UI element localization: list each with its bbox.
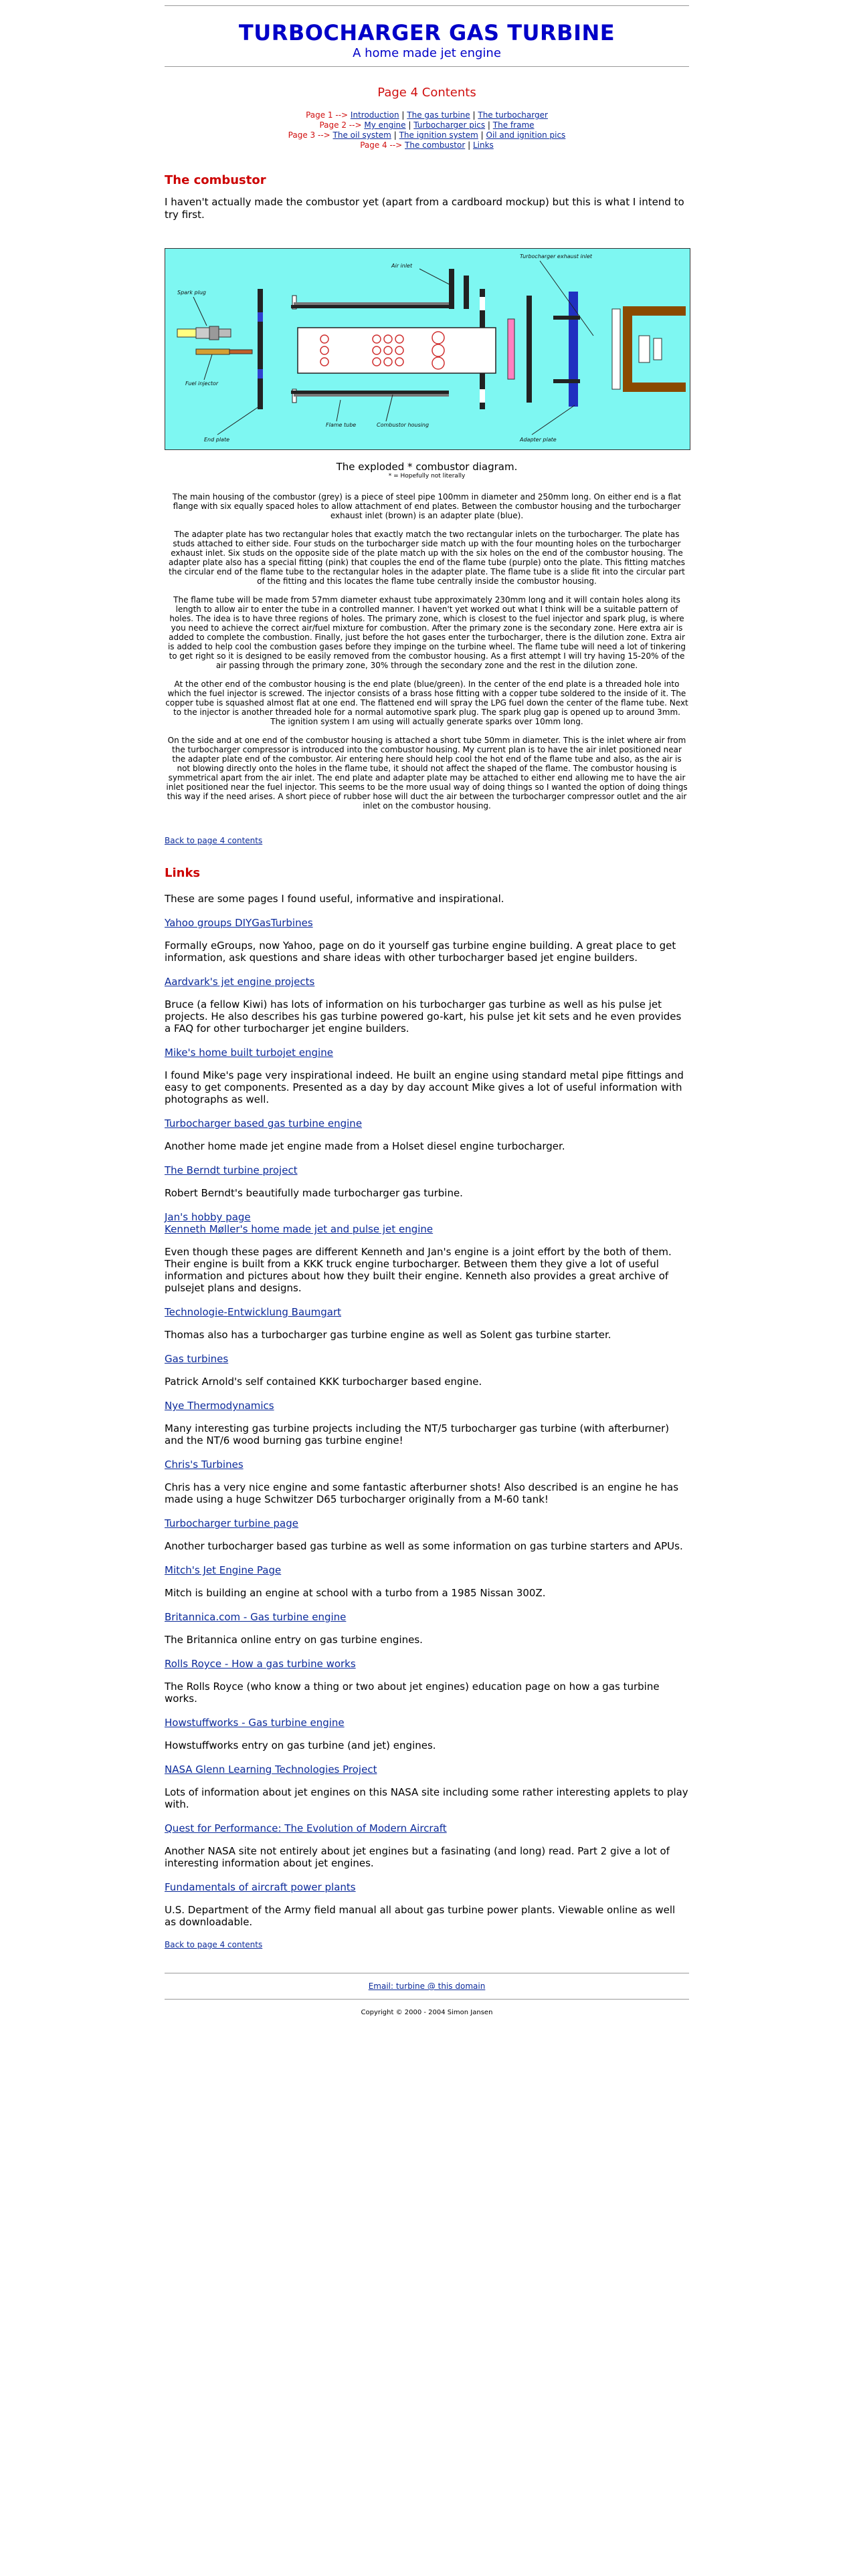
diagram-label-end-plate: End plate (204, 437, 230, 443)
end-plate-icon (258, 289, 263, 409)
link-description: Mitch is building an engine at school with a turbo from a 1985 Nissan 300Z. (165, 1587, 546, 1599)
link-description: Many interesting gas turbine projects including the NT/5 turbocharger gas turbine (with afterburner) and the NT/6 wood burning gas turbine engine! (165, 1422, 670, 1446)
link-description: Thomas also has a turbocharger gas turbine engine as well as Solent gas turbine starter. (165, 1329, 611, 1341)
diagram-caption: The exploded * combustor diagram. (336, 461, 518, 473)
site-subtitle: A home made jet engine (353, 46, 501, 60)
external-link[interactable]: Gas turbines (165, 1353, 229, 1365)
contents-row-page3 (165, 130, 689, 140)
link-description: I found Mike's page very inspirational indeed. He built an engine using standard metal pipe fittings and easy to get components. Presented as a day by day account Mike gives a lot of useful information with photographs as well. (165, 1069, 684, 1105)
external-link[interactable]: Howstuffworks - Gas turbine engine (165, 1717, 345, 1729)
flame-tube-icon (298, 328, 496, 373)
contents-list (165, 110, 689, 150)
links-intro: These are some pages I found useful, informative and inspirational. (165, 893, 504, 905)
external-link[interactable]: NASA Glenn Learning Technologies Project (165, 1763, 377, 1776)
combustor-intro: I haven't actually made the combustor yet (apart from a cardboard mockup) but this is what I intend to try first. (165, 196, 684, 221)
separator: | (408, 120, 411, 130)
link-description: Lots of information about jet engines on this NASA site including some rather interesting applets to play with. (165, 1786, 688, 1810)
external-link[interactable]: Rolls Royce - How a gas turbine works (165, 1658, 356, 1670)
link-the-combustor[interactable]: The combustor (405, 140, 466, 150)
contents-page-label: Page 3 --> (288, 130, 330, 140)
link-description: Formally eGroups, now Yahoo, page on do it yourself gas turbine engine building. A great place to get information, ask questions and share ideas with other turbocharger based jet engine builders. (165, 940, 676, 964)
contents-page-label: Page 4 --> (360, 140, 403, 150)
combustor-paragraph: The main housing of the combustor (grey) is a piece of steel pipe 100mm in diameter and 250mm long. On either end is a flat flange with six equally spaced holes to allow attachment of end plates. Between the combustor housing and the turbocharger exhaust inlet (brown) is an adapter plate (blue). (172, 492, 682, 520)
external-link[interactable]: Fundamentals of aircraft power plants (165, 1881, 356, 1893)
separator: | (487, 120, 490, 130)
external-link[interactable]: Kenneth Møller's home made jet and pulse jet engine (165, 1223, 434, 1235)
copyright: Copyright © 2000 - 2004 Simon Jansen (361, 2009, 493, 2016)
link-description: Even though these pages are different Kenneth and Jan's engine is a joint effort by the both of them. Their engine is built from a KKK truck engine turbocharger. Between them they give a lot of useful information and pictures about how they built their engine. Kenneth also provides a great archive of pulsejet plans and designs. (165, 1246, 672, 1294)
footer-email-link[interactable] (165, 1981, 689, 1991)
link-links[interactable]: Links (472, 140, 494, 150)
links-heading: Links (165, 866, 201, 880)
external-link[interactable]: The Berndt turbine project (165, 1164, 298, 1176)
back-to-contents-link[interactable]: Back to page 4 contents (165, 1940, 263, 1949)
link-description: U.S. Department of the Army field manual all about gas turbine power plants. Viewable online as well as downloadable. (165, 1904, 676, 1928)
combustor-heading: The combustor (165, 173, 266, 187)
link-description: Chris has a very nice engine and some fantastic afterburner shots! Also described is an engine he has made using a huge Schwitzer D65 turbocharger originally from a M-60 tank! (165, 1481, 679, 1505)
external-link[interactable]: Aardvark's jet engine projects (165, 976, 315, 988)
site-title: TURBOCHARGER GAS TURBINE (238, 20, 615, 45)
link-description: Howstuffworks entry on gas turbine (and jet) engines. (165, 1739, 436, 1751)
external-link[interactable]: Nye Thermodynamics (165, 1400, 274, 1412)
diagram-label-air-inlet: Air inlet (391, 263, 413, 269)
link-the-frame[interactable]: The frame (492, 120, 535, 130)
combustor-paragraph: On the side and at one end of the combustor housing is attached a short tube 50mm in diameter. This is the inlet where air from the turbocharger compressor is introduced into the combustor housing. My current plan is to have the air inlet positioned near the adapter plate end of the combustor. Air entering here should help cool the hot end of the flame tube and also, as the air is not blowing directly onto the holes in the flame tube, it should not affect the shaped of the flame. The combustor housing is symmetrical apart from the air inlet. The end plate and adapter plate may be attached to either end allowing me to have the air inlet positioned near the fuel injector. This seems to be the more usual way of doing things so I wanted the option of doing things this way if the need arises. A short piece of rubber hose will duct the air between the turbocharger compressor outlet and the air inlet on the combustor housing. (166, 736, 688, 811)
combustor-paragraph: The flame tube will be made from 57mm diameter exhaust tube approximately 230mm long and it will contain holes along its length to allow air to enter the tube in a controlled manner. I haven't yet worked out what I think will be a suitable pattern of holes. The idea is to have three regions of holes. The primary zone, which is closest to the fuel injector and spark plug, is where you need to achieve the correct air/fuel mixture for combustion. After the primary zone is the secondary zone. Here extra air is added to complete the combustion. Finally, just before the hot gases enter the turbocharger, there is the dilution zone. Extra air is added to help cool the combustion gases before they impinge on the turbine wheel. The flame tube will need a lot of tinkering to get right so it is designed to be easily removed from the combustor housing. As a first attempt I will try having 15-20% of the air passing through the primary zone, 30% through the secondary zone and the rest in the dilution zone. (167, 595, 686, 670)
top-divider (165, 5, 689, 6)
link-the-turbocharger[interactable]: The turbocharger (478, 110, 548, 120)
email-link[interactable]: Email: turbine @ this domain (368, 1981, 486, 1991)
back-to-contents-link[interactable]: Back to page 4 contents (165, 836, 263, 845)
combustor-paragraph: At the other end of the combustor housing is the end plate (blue/green). In the center of the end plate is a threaded hole into which the fuel injector is screwed. The injector consists of a brass hose fitting with a copper tube soldered to the inside of it. The copper tube is squashed almost flat at one end. The flattened end will spray the LPG fuel down the center of the flame tube. Next to the injector is another threaded hole for a normal automotive spark plug. The spark plug gap is opened up to around 3mm. The ignition system I am using will actually generate sparks over 10mm long. (165, 679, 688, 726)
link-my-engine[interactable]: My engine (364, 120, 406, 130)
external-link[interactable]: Yahoo groups DIYGasTurbines (165, 917, 313, 929)
link-description: The Britannica online entry on gas turbine engines. (165, 1634, 423, 1646)
diagram-label-turbo-exhaust-inlet: Turbocharger exhaust inlet (520, 253, 593, 259)
link-oil-and-ignition-pics[interactable]: Oil and ignition pics (486, 130, 566, 140)
separator: | (393, 130, 397, 140)
external-link[interactable]: Jan's hobby page (165, 1211, 251, 1223)
header-divider (165, 66, 689, 67)
combustor-paragraph: The adapter plate has two rectangular holes that exactly match the two rectangular inlets on the turbocharger. The plate has studs attached to either side. Four studs on the turbocharger side match up with the four mounting holes on the turbocharger exhaust inlet. Six studs on the opposite side of the plate match up with the six holes on the end of the combustor housing. The adapter plate also has a special fitting (pink) that couples the end of the flame tube (purple) onto the plate. This fitting matches the circular end of the flame tube to the rectangular holes in the adapter plate. The flame tube is a slide fit into the circular part of the fitting and this locates the flame tube centrally inside the combustor housing. (168, 530, 686, 586)
link-description: Robert Berndt's beautifully made turbocharger gas turbine. (165, 1187, 463, 1199)
contents-title: Page 4 Contents (377, 86, 476, 100)
link-introduction[interactable]: Introduction (350, 110, 399, 120)
diagram-label-flame-tube: Flame tube (326, 422, 357, 428)
link-description: Another turbocharger based gas turbine as well as some information on gas turbine starters and APUs. (165, 1540, 683, 1552)
contents-page-label: Page 2 --> (319, 120, 362, 130)
link-description: Patrick Arnold's self contained KKK turbocharger based engine. (165, 1376, 482, 1388)
separator: | (472, 110, 476, 120)
diagram-caption-note: * = Hopefully not literally (388, 473, 466, 479)
fuel-injector-icon (196, 349, 252, 354)
link-description: The Rolls Royce (who know a thing or two about jet engines) education page on how a gas turbine works. (165, 1681, 660, 1705)
external-link[interactable]: Turbocharger turbine page (165, 1517, 299, 1529)
separator: | (401, 110, 405, 120)
diagram-label-adapter-plate: Adapter plate (520, 437, 557, 443)
page (165, 0, 689, 2016)
contents-row-page1 (165, 110, 689, 120)
link-description: Another home made jet engine made from a Holset diesel engine turbocharger. (165, 1140, 565, 1152)
combustor-diagram-svg (165, 249, 690, 449)
link-the-gas-turbine[interactable]: The gas turbine (407, 110, 470, 120)
separator: | (468, 140, 471, 150)
link-the-oil-system[interactable]: The oil system (332, 130, 391, 140)
diagram-label-combustor-housing: Combustor housing (377, 422, 430, 428)
contents-row-page4 (165, 140, 689, 150)
link-description: Bruce (a fellow Kiwi) has lots of information on his turbocharger gas turbine as well as his pulse jet projects. He also describes his gas turbine powered go-kart, his pulse jet kit sets and he even provides a FAQ for other turbocharger jet engine builders. (165, 998, 682, 1035)
external-link[interactable]: Turbocharger based gas turbine engine (165, 1117, 363, 1130)
external-link[interactable]: Britannica.com - Gas turbine engine (165, 1611, 347, 1623)
link-the-ignition-system[interactable]: The ignition system (399, 130, 478, 140)
link-turbocharger-pics[interactable]: Turbocharger pics (413, 120, 486, 130)
contents-row-page2 (165, 120, 689, 130)
separator: | (480, 130, 484, 140)
diagram-label-spark-plug: Spark plug (177, 290, 206, 296)
combustor-diagram (165, 248, 690, 450)
external-link[interactable]: Chris's Turbines (165, 1459, 244, 1471)
external-link[interactable]: Mike's home built turbojet engine (165, 1047, 333, 1059)
external-link[interactable]: Mitch's Jet Engine Page (165, 1564, 282, 1576)
links-list (165, 905, 689, 1928)
diagram-label-fuel-injector: Fuel injector (185, 381, 219, 387)
link-description: Another NASA site not entirely about jet engines but a fasinating (and long) read. Part 2 give a lot of interesting information about jet engines. (165, 1845, 670, 1869)
external-link[interactable]: Quest for Performance: The Evolution of Modern Aircraft (165, 1822, 447, 1834)
external-link[interactable]: Technologie-Entwicklung Baumgart (165, 1306, 342, 1318)
contents-page-label: Page 1 --> (306, 110, 349, 120)
